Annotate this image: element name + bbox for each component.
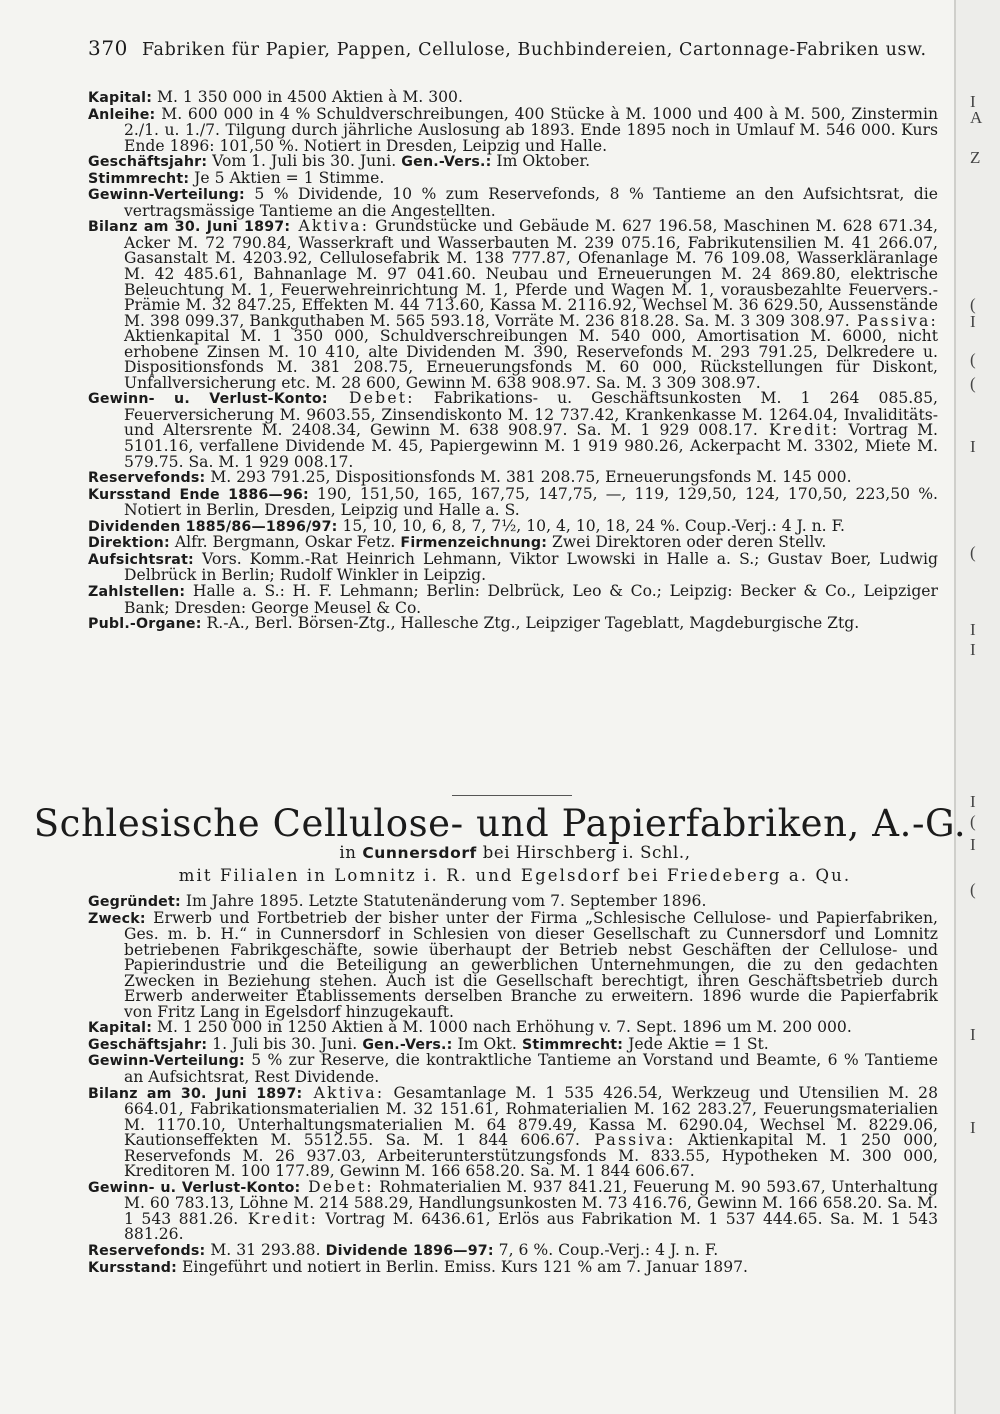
margin-char: ( — [970, 880, 976, 899]
entry-text: Vom 1. Juli bis 30. Juni. — [207, 152, 397, 171]
entry-text: Im Oktober. — [491, 152, 591, 171]
entry-text: Vortrag M. 5101.16, verfallene Dividende M. 45, Papiergewinn M. 1 919 980.26, Ackerpacht M. 3302, Miete M. 579.75. Sa. M. 1 929 008.17. — [124, 421, 938, 471]
entry-subheading: Debet: — [300, 1177, 374, 1196]
entry-paragraph — [88, 581, 938, 617]
margin-char: I — [970, 312, 976, 331]
entry-text: M. 600 000 in 4 % Schuldverschreibungen, 400 Stücke à M. 1000 und 400 à M. 500, Zinstermin 2./1. u. 1./7. Tilgung durch jährliche Auslosung ab 1893. Ende 1895 noch in Umlauf M. 546 000. Kurs Ende 1896: 101,50 %. Notiert in Dresden, Leipzig und Halle. — [124, 104, 938, 155]
entry-label: Kapital: — [88, 1020, 153, 1037]
margin-char: I — [970, 1118, 976, 1137]
entry-label: Kursstand: — [88, 1259, 178, 1276]
entry-label: Direktion: — [88, 535, 170, 552]
entry-label: Gen.-Vers.: — [357, 1036, 453, 1053]
margin-char: ( — [970, 295, 976, 314]
entry-label: Dividende 1896—97: — [320, 1243, 494, 1260]
entry-text: Im Okt. — [452, 1034, 517, 1053]
entry-text: 5 % zur Reserve, die kontraktliche Tantieme an Vorstand und Beamte, 6 % Tantieme an Aufsichtsrat, Rest Dividende. — [124, 1051, 938, 1087]
entry-paragraph — [88, 1053, 938, 1085]
margin-char: I — [970, 1025, 976, 1044]
entry-paragraph — [88, 187, 938, 219]
entry-subheading: Kredit: — [757, 421, 840, 440]
entry-label: Firmenzeichnung: — [395, 535, 548, 552]
location-prefix: in — [339, 843, 363, 862]
entry-label: Kapital: — [88, 90, 153, 106]
entry-label: Geschäftsjahr: — [88, 1036, 208, 1053]
entry-subheading: Debet: — [327, 389, 415, 408]
margin-char: I — [970, 792, 976, 811]
entry-text: Vors. Komm.-Rat Heinrich Lehmann, Viktor Lwowski in Halle a. S.; Gustav Boer, Ludwig Delbrück in Berlin; Rudolf Winkler in Leipzig. — [124, 549, 938, 585]
entry-text: M. 31 293.88. — [205, 1241, 321, 1260]
entry-label: Gewinn-Verteilung: — [88, 1053, 245, 1070]
entry-text: Jede Aktie = 1 St. — [623, 1034, 769, 1053]
entry-label: Anleihe: — [88, 106, 156, 123]
entry-label: Dividenden 1885/86—1896/97: — [88, 518, 338, 535]
company-title: Schlesische Cellulose- und Papierfabriken, A.-G. — [33, 802, 967, 845]
entry-text: M. 1 350 000 in 4500 Aktien à M. 300. — [152, 88, 463, 106]
company-branches: mit Filialen in Lomnitz i. R. und Egelsdorf bei Friedeberg a. Qu. — [178, 866, 852, 885]
entry-text: 1. Juli bis 30. Juni. — [207, 1034, 358, 1053]
entry-label: Gewinn- u. Verlust-Konto: — [88, 1179, 301, 1196]
entry-label: Gegründet: — [88, 894, 181, 910]
entry-paragraph — [88, 908, 938, 1021]
company-location — [0, 843, 1000, 862]
margin-char: ( — [970, 543, 976, 562]
location-place: Cunnersdorf — [362, 844, 477, 862]
entry-paragraph — [88, 104, 938, 155]
entry-text: Je 5 Aktien = 1 Stimme. — [189, 168, 385, 187]
entry-paragraph — [88, 1257, 938, 1277]
margin-char: Z — [970, 148, 981, 167]
margin-char: A — [970, 108, 983, 127]
entry-text: Erwerb und Fortbetrieb der bisher unter der Firma „Schlesische Cellulose- und Papierfabriken, Ges. m. b. H.“ in Cunnersdorf in Schlesien von dieser Gesellschaft zu Cunnersdorf und Lomnitz betriebenen Fabrikgeschäfte, sowie überhaupt der Betrieb nebst Geschäften der Cellulose- und Papierindustrie und die Beteiligung an gewerblichen Unternehmungen, die zu den gedachten Zwecken in Beziehung stehen. Auch ist die Gesellschaft berechtigt, ihren Geschäftsbetrieb durch Erwerb anderweiter Etablissements derselben Branche zu erweitern. 1896 wurde die Papierfabrik von Fritz Lang in Egelsdorf hinzugekauft. — [124, 908, 938, 1021]
company-entry-schlesische — [88, 894, 938, 1276]
entry-paragraph — [88, 1083, 938, 1181]
page-number: 370 — [88, 36, 128, 60]
entry-text: Aktienkapital M. 1 350 000, Schuldverschreibungen M. 540 000, Amortisation M. 6000, nicht erhobene Zinsen M. 10 410, alte Dividenden M. 390, Reservefonds M. 293 791.25, Delkredere u. Dispositionsfonds M. 381 208.75, Erneuerungsfonds M. 60 000, Rückstellungen für Diskont, Unfallversicherung etc. M. 28 600, Gewinn M. 638 908.97. Sa. M. 3 309 308.97. — [124, 327, 938, 392]
running-head-title: Fabriken für Papier, Pappen, Cellulose, Buchbindereien, Cartonnage-Fabriken usw. — [141, 40, 927, 60]
entry-label: Bilanz am 30. Juni 1897: — [88, 219, 291, 236]
entry-text: Im Jahre 1895. Letzte Statutenänderung vom 7. September 1896. — [180, 892, 707, 910]
entry-text: R.-A., Berl. Börsen-Ztg., Hallesche Ztg., Leipziger Tageblatt, Magdeburgische Ztg. — [201, 614, 860, 633]
entry-label: Gewinn-Verteilung: — [88, 187, 245, 204]
entry-text: M. 293 791.25, Dispositionsfonds M. 381 208.75, Erneuerungsfonds M. 145 000. — [205, 468, 852, 487]
entry-label: Stimmrecht: — [516, 1036, 624, 1053]
entry-paragraph — [88, 391, 938, 470]
adjacent-page-edge — [954, 0, 1000, 1414]
entry-label: Kursstand Ende 1886—96: — [88, 486, 309, 503]
entry-text: Rohmaterialien M. 937 841.21, Feuerung M. 90 593.67, Unterhaltung M. 60 783.13, Löhne M. 214 588.29, Handlungsunkosten M. 73 416.76, Gewinn M. 166 658.20. Sa. M. 1 543 881.26. — [124, 1177, 939, 1228]
entry-subheading: Kredit: — [238, 1209, 319, 1228]
entry-subheading: Aktiva: — [290, 217, 370, 236]
entry-paragraph — [88, 1177, 939, 1244]
entry-text: Halle a. S.: H. F. Lehmann; Berlin: Delbrück, Leo & Co.; Leipzig: Becker & Co., Leipziger Bank; Dresden: George Meusel & Co. — [124, 581, 938, 617]
entry-subheading: Passiva: — [849, 311, 938, 330]
margin-char: ( — [970, 812, 976, 831]
margin-char: I — [970, 640, 976, 659]
entry-paragraph — [88, 549, 938, 585]
entry-text: 5 % Dividende, 10 % zum Reservefonds, 8 % Tantieme an den Aufsichtsrat, die vertragsmässige Tantieme an die Angestellten. — [124, 185, 938, 220]
entry-label: Reservefonds: — [88, 1243, 206, 1260]
entry-label: Zahlstellen: — [88, 583, 186, 600]
entry-label: Bilanz am 30. Juni 1897: — [88, 1085, 303, 1102]
entry-text: Gesamtanlage M. 1 535 426.54, Werkzeug und Utensilien M. 28 664.01, Fabrikationsmaterialien M. 32 151.61, Rohmaterialien M. 162 283.27, Feuerungsmaterialien M. 1170.10, Unterhaltungsmaterialien M. 64 879.49, Kassa M. 6290.04, Wechsel M. 8229.06, Kautionseffekten M. 5512.55. Sa. M. 1 844 606.67. — [124, 1083, 938, 1150]
entry-label: Zweck: — [88, 910, 146, 927]
margin-char: ( — [970, 374, 976, 393]
entry-text: Fabrikations- u. Geschäftsunkosten M. 1 264 085.85, Feuerversicherung M. 9603.55, Zinsendiskonto M. 12 737.42, Krankenkasse M. 1264.04, Invaliditäts- und Altersrente M. 2408.34, Gewinn M. 638 908.97. Sa. M. 1 929 008.17. — [124, 389, 938, 440]
entry-label: Reservefonds: — [88, 470, 206, 487]
entry-subheading: Aktiva: — [302, 1083, 385, 1102]
entry-text: Eingeführt und notiert in Berlin. Emiss. Kurs 121 % am 7. Januar 1897. — [177, 1257, 749, 1276]
entry-paragraph — [88, 484, 939, 520]
entry-text: Aktienkapital M. 1 250 000, Reservefonds M. 26 937.03, Arbeiterunterstützungsfonds M. 833.55, Hypotheken M. 300 000, Kreditoren M. 100 177.89, Gewinn M. 166 658.20. Sa. M. 1 844 606.67. — [124, 1131, 938, 1181]
margin-char: I — [970, 835, 976, 854]
entry-text: M. 1 250 000 in 1250 Aktien à M. 1000 nach Erhöhung v. 7. Sept. 1896 um M. 200 000. — [152, 1018, 852, 1037]
entry-label: Aufsichtsrat: — [88, 551, 194, 568]
entry-label: Stimmrecht: — [88, 170, 190, 187]
entry-text: 7, 6 %. Coup.-Verj.: 4 J. n. F. — [493, 1241, 719, 1260]
running-head — [88, 36, 927, 60]
entry-label: Gen.-Vers.: — [396, 154, 492, 171]
entry-paragraph — [88, 616, 938, 633]
entry-paragraph — [88, 219, 938, 391]
entry-text: Grundstücke und Gebäude M. 627 196.58, Maschinen M. 628 671.34, Acker M. 72 790.84, Wasserkraft und Wasserbauten M. 239 075.16, Fabrikutensilien M. 41 266.07, Gasanstalt M. 4203.92, Cellulosefabrik M. 138 777.87, Ofenanlage M. 76 109.08, Wasserkläranlage M. 42 485.61, Bahnanlage M. 97 041.60. Neubau und Erneuerungen M. 24 869.80, elektrische Beleuchtung M. 1, Feuerwehreinrichtung M. 1, Pferde und Wagen M. 1, vorausbezahlte Feuervers.-Prämie M. 32 847.25, Effekten M. 44 713.60, Kassa M. 2116.92, Wechsel M. 36 629.50, Aussenstände M. 398 099.37, Bankguthaben M. 565 593.18, Vorräte M. 236 818.28. Sa. M. 3 309 308.97. — [124, 217, 938, 330]
location-suffix: bei Hirschberg i. Schl., — [476, 843, 691, 862]
company-entry-previous — [88, 90, 938, 633]
entry-text: 190, 151,50, 165, 167,75, 147,75, —, 119, 129,50, 124, 170,50, 223,50 %. Notiert in Berlin, Dresden, Leipzig und Halle a. S. — [124, 484, 939, 520]
entry-label: Publ.-Organe: — [88, 616, 202, 633]
entry-label: Geschäftsjahr: — [88, 154, 208, 171]
margin-char: I — [970, 437, 976, 456]
entry-text: Alfr. Bergmann, Oskar Fetz. — [169, 533, 396, 552]
section-divider — [452, 795, 572, 796]
entry-text: Zwei Direktoren oder deren Stellv. — [547, 533, 827, 552]
entry-text: 15, 10, 10, 6, 8, 7, 7½, 10, 4, 10, 18, 24 %. Coup.-Verj.: 4 J. n. F. — [337, 516, 845, 535]
entry-text: Vortrag M. 6436.61, Erlös aus Fabrikation M. 1 537 444.65. Sa. M. 1 543 881.26. — [124, 1209, 938, 1244]
entry-subheading: Passiva: — [579, 1131, 676, 1150]
entry-label: Gewinn- u. Verlust-Konto: — [88, 391, 328, 408]
margin-char: ( — [970, 350, 976, 369]
margin-char: I — [970, 620, 976, 639]
margin-char: I — [970, 92, 976, 111]
